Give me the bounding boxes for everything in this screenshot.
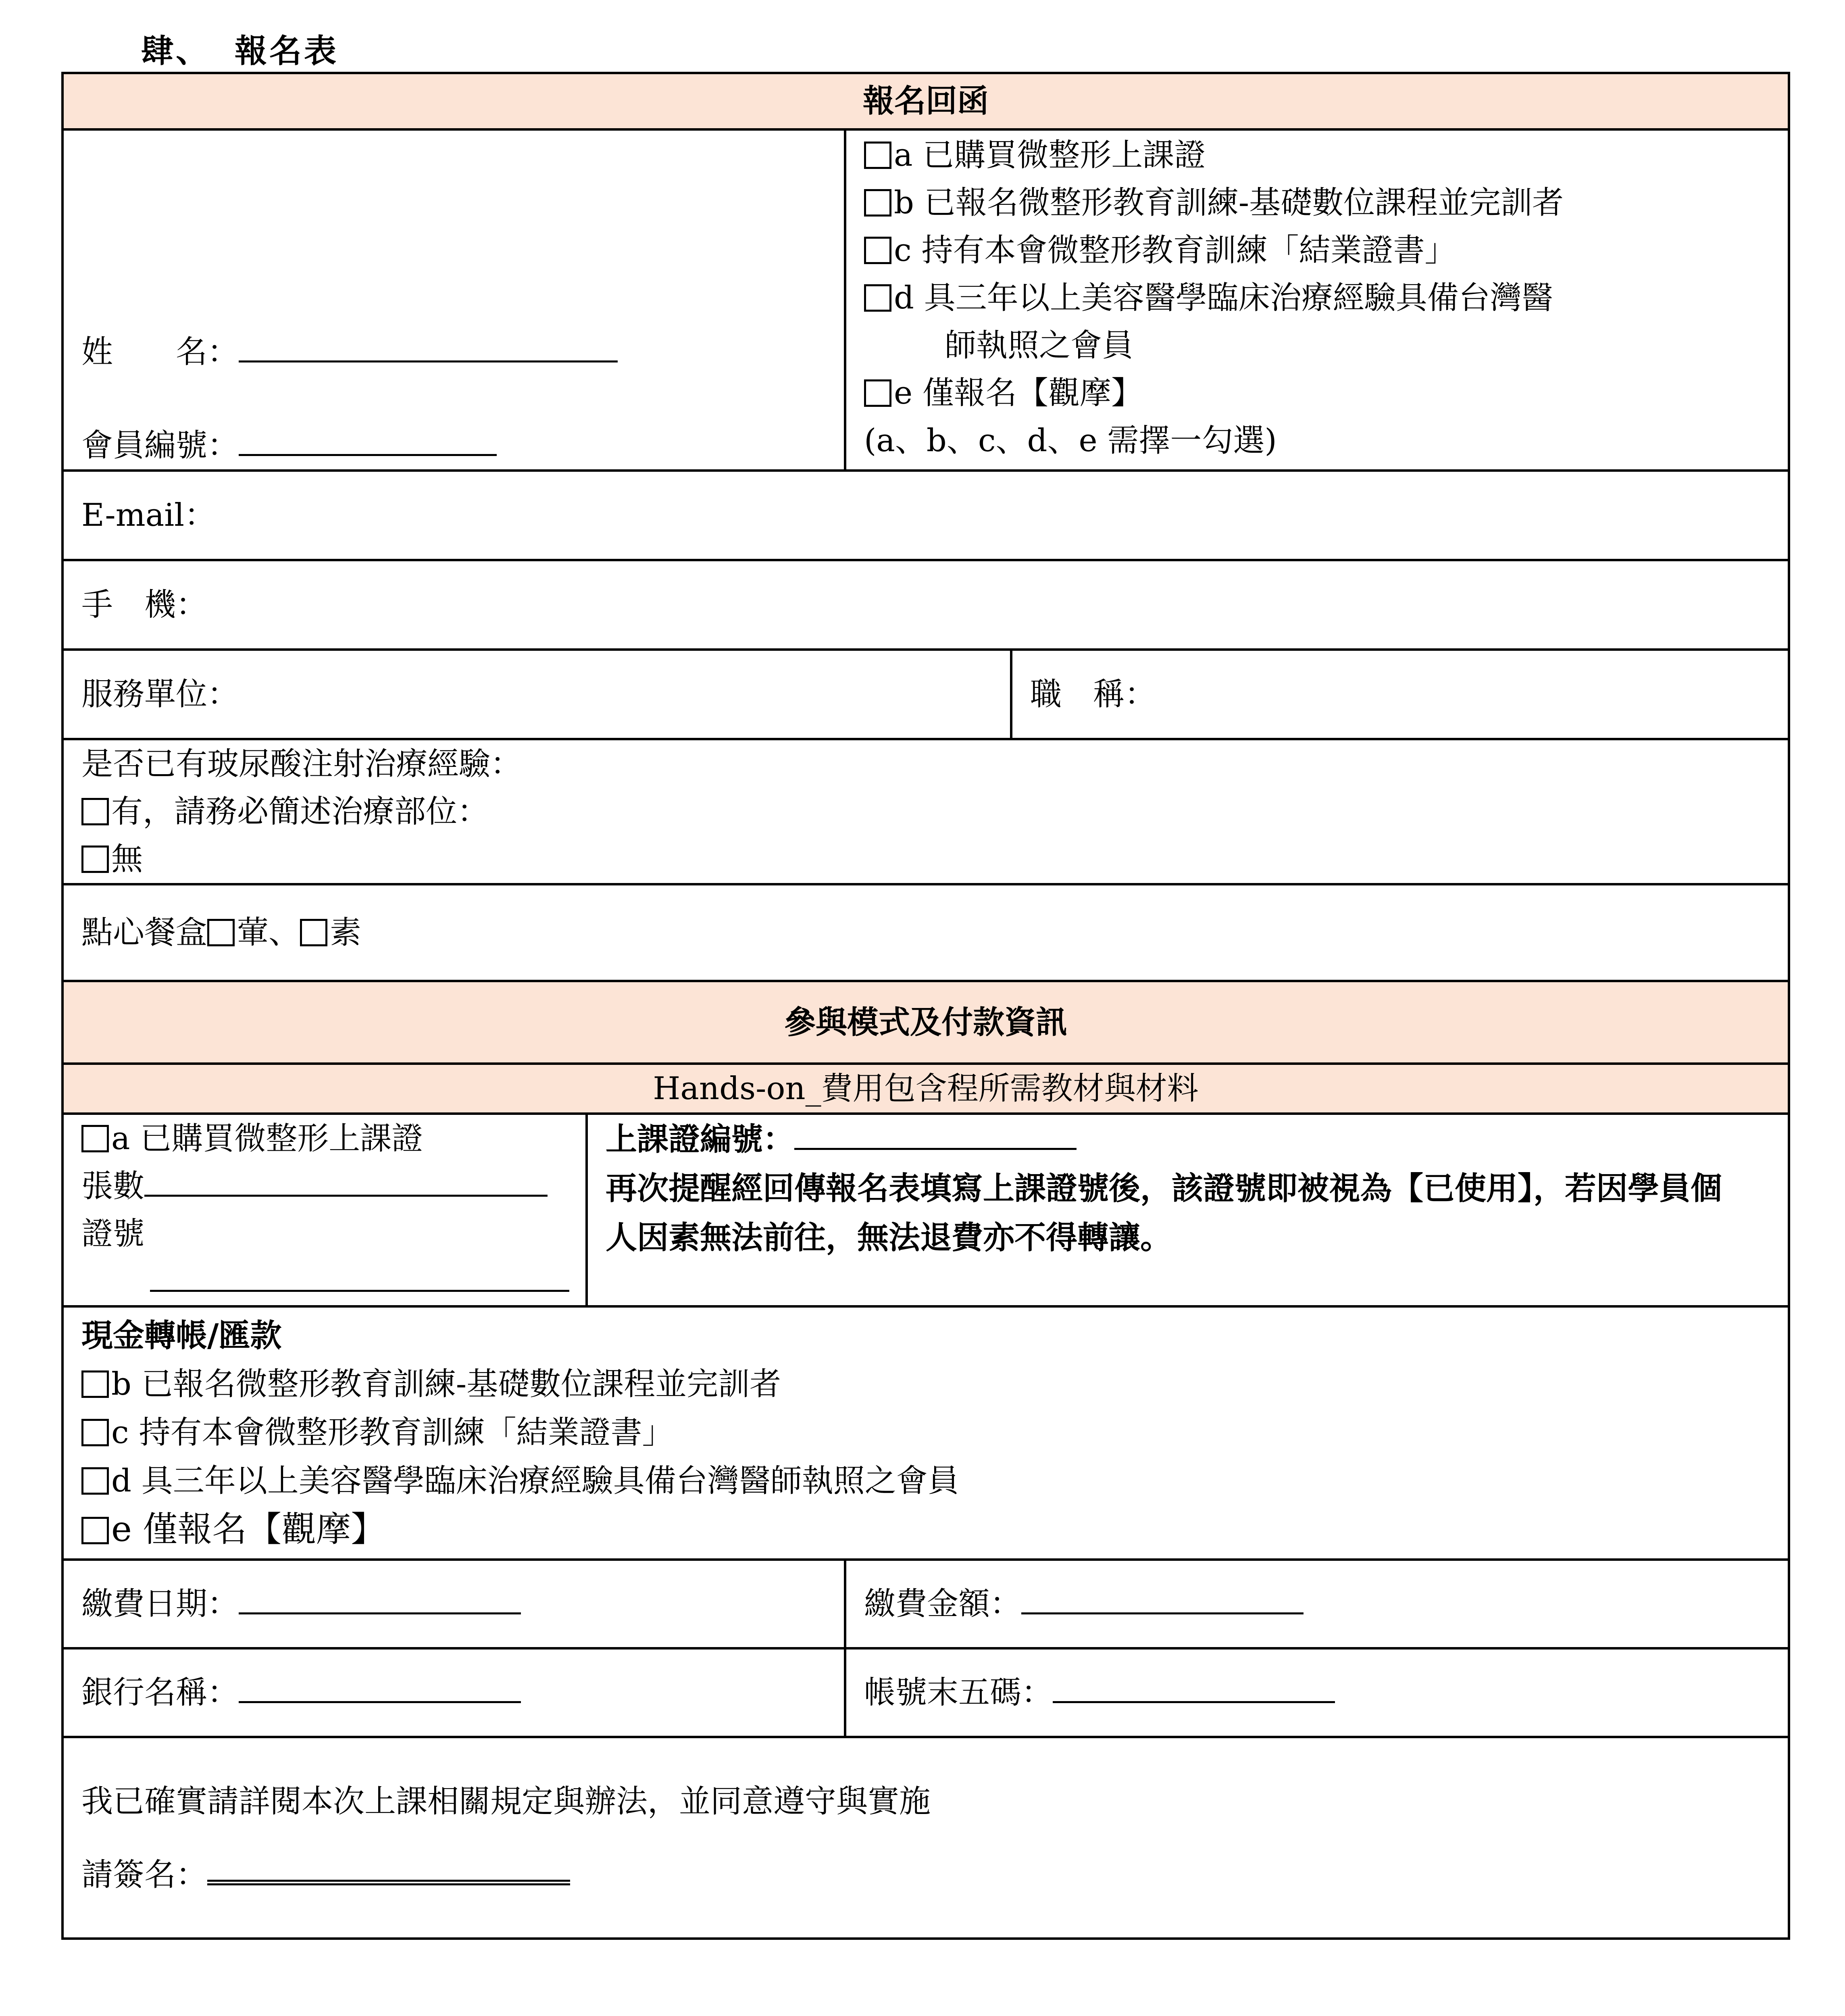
purchased-pass-checkbox[interactable] <box>81 1125 109 1152</box>
cash-option-e <box>81 1505 1770 1554</box>
hyaluronic-yes-label: 有，請務必簡述治療部位： <box>111 793 489 830</box>
job-title-label: 職 稱： <box>1030 676 1156 712</box>
option-c <box>864 227 1770 274</box>
cash-option-e-label: e 僅報名【觀摩】 <box>111 1509 386 1549</box>
email-row[interactable] <box>62 471 1789 560</box>
pass-number-info-cell <box>587 1114 1789 1306</box>
option-c-checkbox[interactable] <box>864 237 891 264</box>
payment-header: 參與模式及付款資訊 <box>62 981 1789 1064</box>
meal-veg-label: 素 <box>330 914 362 951</box>
agreement-cell <box>62 1737 1789 1939</box>
bank-name-label: 銀行名稱： <box>81 1674 239 1711</box>
cash-option-c-label: c 持有本會微整形教育訓練「結業證書」 <box>111 1414 674 1451</box>
bank-name-field[interactable] <box>239 1677 521 1703</box>
hands-on-subheader-text: Hands-on_費用包含程所需教材與材料 <box>653 1070 1199 1107</box>
pass-number-label: 證號 <box>81 1216 145 1252</box>
option-d-continued: 師執照之會員 <box>945 327 1134 364</box>
payment-amount-cell <box>845 1560 1789 1648</box>
cash-option-c-checkbox[interactable] <box>81 1419 109 1446</box>
signature-row <box>81 1851 1770 1899</box>
option-c-label: c 持有本會微整形教育訓練「結業證書」 <box>894 232 1456 269</box>
meal-separator: 、 <box>269 914 300 951</box>
purchased-pass-cell <box>62 1114 587 1306</box>
account-digits-label: 帳號末五碼： <box>864 1674 1053 1711</box>
option-e-label: e 僅報名【觀摩】 <box>894 375 1143 411</box>
section-heading <box>141 25 339 71</box>
service-unit-cell[interactable] <box>62 650 1011 739</box>
phone-row[interactable] <box>62 560 1789 650</box>
hyaluronic-experience-cell <box>62 739 1789 884</box>
payment-amount-label: 繳費金額： <box>864 1586 1022 1622</box>
signature-label: 請簽名： <box>81 1857 208 1893</box>
payment-date-field[interactable] <box>239 1588 521 1614</box>
option-a <box>864 131 1770 179</box>
member-number-field[interactable] <box>239 430 497 456</box>
service-unit-label: 服務單位： <box>81 676 239 712</box>
bank-name-cell <box>62 1648 845 1737</box>
cash-option-b <box>81 1360 1770 1408</box>
membership-options-cell <box>845 129 1789 471</box>
option-a-checkbox[interactable] <box>864 142 891 169</box>
cash-option-c <box>81 1408 1770 1457</box>
option-e <box>864 369 1770 417</box>
option-b-checkbox[interactable] <box>864 189 891 217</box>
pass-number-row <box>81 1258 568 1305</box>
member-number-label: 會員編號： <box>81 427 239 464</box>
email-label: E-mail： <box>81 497 216 533</box>
purchased-pass-option <box>81 1115 568 1162</box>
account-digits-field[interactable] <box>1053 1677 1335 1703</box>
account-digits-cell <box>845 1648 1789 1737</box>
payment-date-label: 繳費日期： <box>81 1586 239 1622</box>
option-d-checkbox[interactable] <box>864 284 891 312</box>
hyaluronic-no-checkbox[interactable] <box>81 846 109 873</box>
signature-field[interactable] <box>207 1860 570 1885</box>
pass-number-field[interactable] <box>150 1266 569 1292</box>
option-d <box>864 274 1770 322</box>
meal-meat-label: 葷 <box>237 914 269 951</box>
phone-label: 手 機： <box>81 587 208 623</box>
meal-veg-checkbox[interactable] <box>300 919 327 946</box>
option-b-label: b 已報名微整形教育訓練-基礎數位課程並完訓者 <box>894 185 1564 221</box>
name-member-cell <box>62 129 845 471</box>
options-note: (a、b、c、d、e 需擇一勾選) <box>864 423 1277 459</box>
name-field[interactable] <box>239 336 618 362</box>
cash-option-d-label: d 具三年以上美容醫學臨床治療經驗具備台灣醫師執照之會員 <box>111 1463 959 1499</box>
cash-option-d <box>81 1457 1770 1505</box>
hyaluronic-question: 是否已有玻尿酸注射治療經驗： <box>81 746 522 782</box>
hands-on-subheader <box>62 1064 1789 1114</box>
cash-option-e-checkbox[interactable] <box>81 1517 109 1544</box>
section-number: 肆、 <box>141 32 210 70</box>
section-title: 報名表 <box>235 32 339 70</box>
name-label: 姓 名： <box>81 334 239 370</box>
pass-count-label: 張數 <box>81 1168 145 1204</box>
cash-option-b-label: b 已報名微整形教育訓練-基礎數位課程並完訓者 <box>111 1366 781 1402</box>
option-d-label: d 具三年以上美容醫學臨床治療經驗具備台灣醫 <box>894 280 1553 316</box>
cert-number-field[interactable] <box>794 1124 1077 1150</box>
option-a-label: a 已購買微整形上課證 <box>894 137 1206 173</box>
member-row <box>81 422 826 469</box>
cert-number-label: 上課證編號： <box>606 1121 795 1158</box>
meal-cell <box>62 884 1789 981</box>
cert-number-row <box>606 1115 1770 1164</box>
hyaluronic-yes <box>81 788 1770 835</box>
registration-form <box>61 72 1790 1940</box>
hyaluronic-no <box>81 835 1770 883</box>
hyaluronic-yes-checkbox[interactable] <box>81 798 109 825</box>
pass-count-field[interactable] <box>144 1170 548 1197</box>
meal-label: 點心餐盒 <box>81 914 208 951</box>
cash-transfer-cell <box>62 1306 1789 1560</box>
payment-amount-field[interactable] <box>1021 1588 1304 1614</box>
meal-meat-checkbox[interactable] <box>207 919 235 946</box>
hyaluronic-no-label: 無 <box>111 841 143 877</box>
purchased-pass-label: a 已購買微整形上課證 <box>111 1120 423 1157</box>
reply-header: 報名回函 <box>62 73 1789 129</box>
cash-transfer-title: 現金轉帳/匯款 <box>81 1317 282 1354</box>
cash-option-d-checkbox[interactable] <box>81 1467 109 1495</box>
payment-date-cell <box>62 1560 845 1648</box>
job-title-cell[interactable] <box>1011 650 1789 739</box>
reminder-text: 再次提醒經回傳報名表填寫上課證號後，該證號即被視為【已使用】，若因學員個人因素無法前往，無法退費亦不得轉讓。 <box>606 1170 1722 1256</box>
name-row <box>81 328 826 376</box>
cash-option-b-checkbox[interactable] <box>81 1370 109 1398</box>
option-b <box>864 179 1770 227</box>
agreement-statement: 我已確實請詳閱本次上課相關規定與辦法，並同意遵守與實施 <box>81 1783 931 1820</box>
pass-count-row <box>81 1162 568 1210</box>
option-e-checkbox[interactable] <box>864 379 891 407</box>
